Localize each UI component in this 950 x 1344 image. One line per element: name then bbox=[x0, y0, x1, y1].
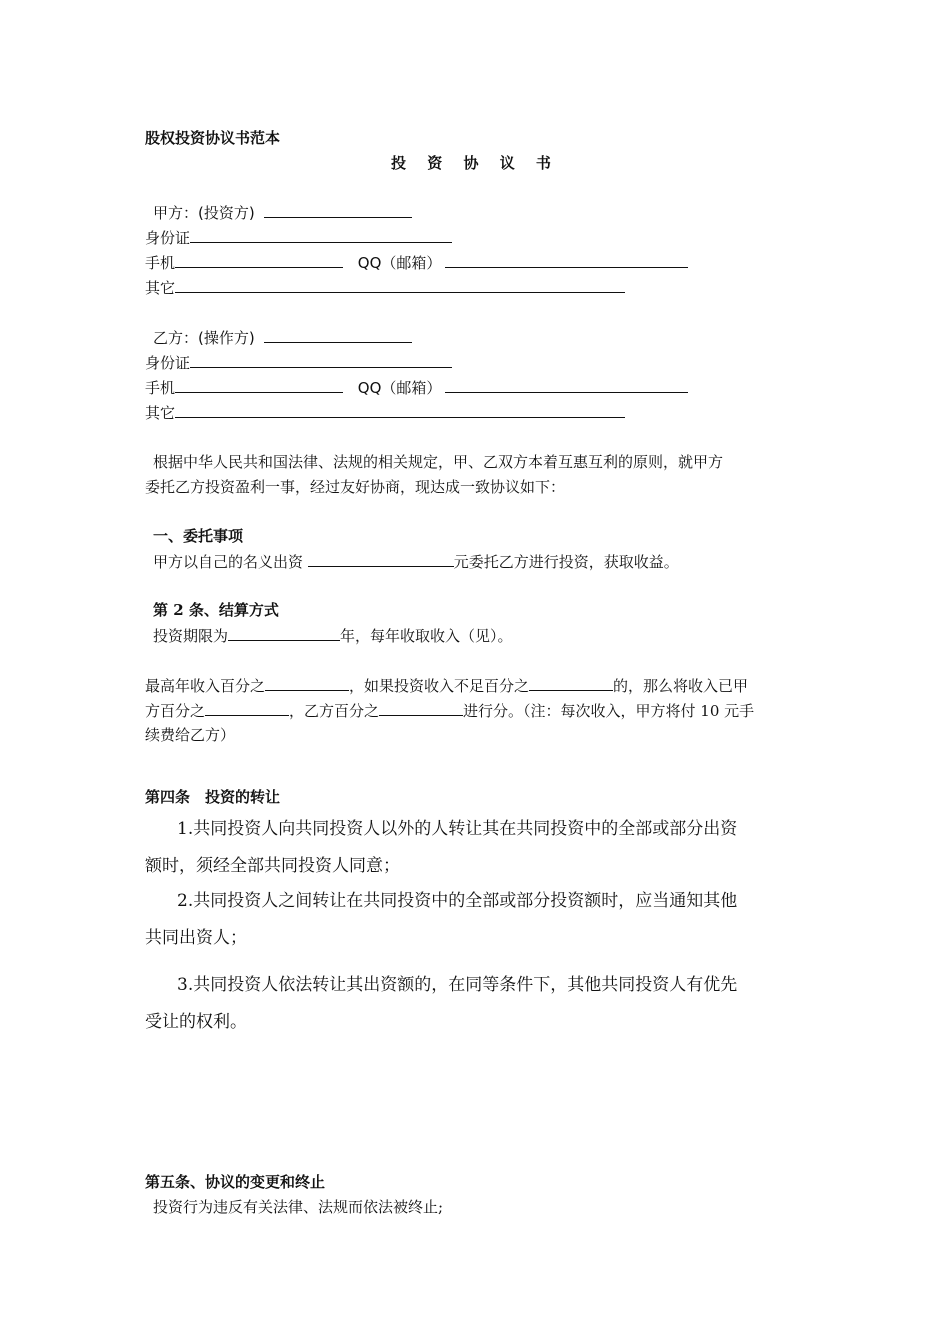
party-b-other-line bbox=[145, 402, 625, 423]
party-b-phone-blank[interactable] bbox=[175, 377, 343, 393]
party-b-name-blank[interactable] bbox=[264, 327, 412, 343]
profit-line-1 bbox=[145, 675, 748, 696]
profit-line-2 bbox=[145, 700, 754, 721]
party-a-line bbox=[145, 202, 412, 223]
section-4-p3-line-1: 3.共同投资人依法转让其出资额的，在同等条件下，其他共同投资人有优先 bbox=[177, 975, 738, 995]
party-b-qq-blank[interactable] bbox=[445, 377, 688, 393]
party-b-percent-blank[interactable] bbox=[379, 700, 463, 716]
party-b-qq-label: QQ（邮箱） bbox=[357, 379, 442, 397]
party-a-name-blank[interactable] bbox=[264, 202, 412, 218]
section-1-text bbox=[145, 551, 679, 572]
party-a-label: 甲方：(投资方) bbox=[153, 204, 255, 222]
profit-text-a3: 的，那么将收入已甲 bbox=[613, 677, 749, 695]
party-b-label: 乙方：(操作方) bbox=[153, 329, 255, 347]
party-a-id-blank[interactable] bbox=[190, 227, 452, 243]
party-b-id-blank[interactable] bbox=[190, 352, 452, 368]
profit-text-b1: 方百分之 bbox=[145, 702, 206, 720]
party-a-id-line bbox=[145, 227, 452, 248]
section-1-heading: 一、委托事项 bbox=[153, 527, 244, 545]
party-a-qq-blank[interactable] bbox=[445, 252, 688, 268]
section-4-p1-line-1: 1.共同投资人向共同投资人以外的人转让其在共同投资中的全部或部分出资 bbox=[177, 819, 738, 839]
section-2-text bbox=[145, 625, 513, 646]
section-2-text-after: 年，每年收取收入（见）。 bbox=[340, 627, 513, 645]
section-4-p2-line-2: 共同出资人； bbox=[145, 928, 247, 948]
profit-line-3: 续费给乙方） bbox=[145, 726, 236, 744]
investment-amount-blank[interactable] bbox=[308, 551, 454, 567]
party-a-phone-blank[interactable] bbox=[175, 252, 343, 268]
section-5-heading: 第五条、协议的变更和终止 bbox=[145, 1173, 326, 1191]
party-b-id-label: 身份证 bbox=[145, 354, 191, 372]
section-4-p1-line-2: 额时，须经全部共同投资人同意； bbox=[145, 856, 400, 876]
investment-term-blank[interactable] bbox=[228, 625, 340, 641]
profit-text-b2: ，乙方百分之 bbox=[289, 702, 380, 720]
party-b-id-line bbox=[145, 352, 452, 373]
party-a-id-label: 身份证 bbox=[145, 229, 191, 247]
party-b-phone-line bbox=[145, 377, 688, 398]
section-1-text-before: 甲方以自己的名义出资 bbox=[153, 553, 304, 571]
section-4-p3-line-2: 受让的权利。 bbox=[145, 1012, 247, 1032]
preamble-line-1: 根据中华人民共和国法律、法规的相关规定，甲、乙双方本着互惠互利的原则，就甲方 bbox=[153, 453, 724, 471]
profit-text-a2: ，如果投资收入不足百分之 bbox=[349, 677, 530, 695]
party-b-other-label: 其它 bbox=[145, 404, 176, 422]
section-4-heading: 第四条 投资的转让 bbox=[145, 788, 281, 806]
party-a-other-line bbox=[145, 277, 625, 298]
party-a-percent-blank[interactable] bbox=[205, 700, 289, 716]
contract-title: 投 资 协 议 书 bbox=[391, 154, 559, 172]
party-b-other-blank[interactable] bbox=[175, 402, 625, 418]
doc-title: 股权投资协议书范本 bbox=[145, 129, 281, 147]
preamble-line-2: 委托乙方投资盈利一事，经过友好协商，现达成一致协议如下： bbox=[145, 478, 566, 496]
profit-text-a1: 最高年收入百分之 bbox=[145, 677, 266, 695]
party-a-qq-label: QQ（邮箱） bbox=[357, 254, 442, 272]
section-5-text: 投资行为违反有关法律、法规而依法被终止; bbox=[153, 1198, 444, 1216]
min-income-percent-blank[interactable] bbox=[529, 675, 613, 691]
party-a-other-blank[interactable] bbox=[175, 277, 625, 293]
party-a-other-label: 其它 bbox=[145, 279, 176, 297]
party-b-phone-label: 手机 bbox=[145, 379, 176, 397]
profit-text-b3: 进行分。（注：每次收入，甲方将付 10 元手 bbox=[463, 702, 755, 720]
section-2-text-before: 投资期限为 bbox=[153, 627, 229, 645]
max-annual-percent-blank[interactable] bbox=[265, 675, 349, 691]
party-b-line bbox=[145, 327, 412, 348]
party-a-phone-line bbox=[145, 252, 688, 273]
section-2-heading: 第 2 条、结算方式 bbox=[153, 601, 279, 619]
section-4-p2-line-1: 2.共同投资人之间转让在共同投资中的全部或部分投资额时，应当通知其他 bbox=[177, 891, 738, 911]
party-a-phone-label: 手机 bbox=[145, 254, 176, 272]
section-1-text-after: 元委托乙方进行投资，获取收益。 bbox=[453, 553, 679, 571]
